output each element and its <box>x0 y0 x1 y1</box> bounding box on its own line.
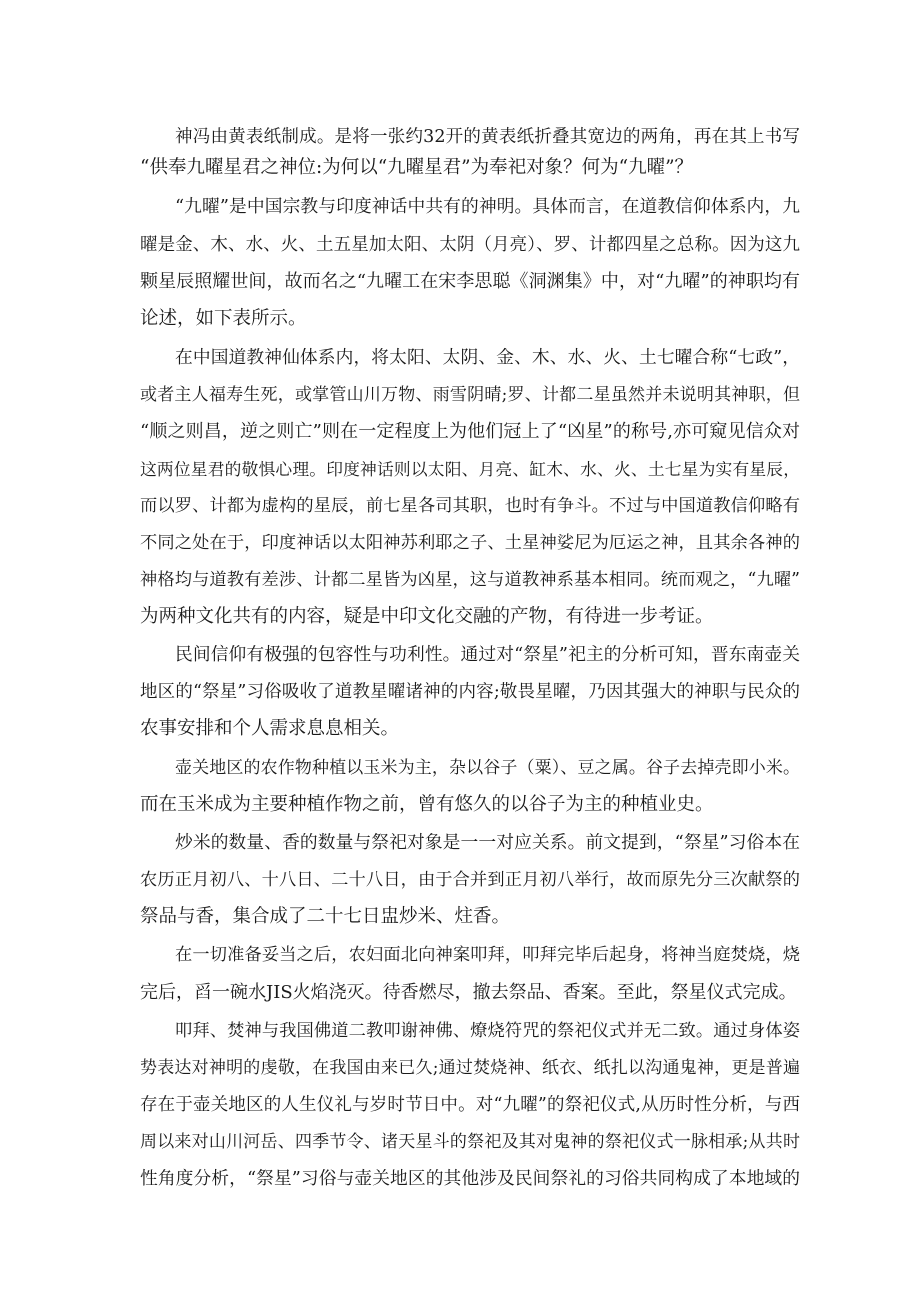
text-line: 完后，舀一碗水JIS火焰浇灭。待香燃尽，撤去祭品、香案。至此，祭星仪式完成。 <box>140 982 797 1003</box>
text-line: 农历正月初八、十八日、二十八日，由于合并到正月初八举行，故而原先分三次献祭的 <box>140 870 800 890</box>
text-line: 祭品与香，集合成了二十七日盅炒米、炷香。 <box>140 906 511 927</box>
text-line: 而以罗、计都为虚构的星辰，前七星各司其职，也时有争斗。不过与中国道教信仰略有 <box>140 496 800 516</box>
text-line: 民间信仰有极强的包容性与功利性。通过对“祭星”祀主的分析可知，晋东南壶关 <box>175 645 800 665</box>
text-line: “供奉九曜星君之神位:为何以“九曜星君”为奉祀对象？何为“九曜”？ <box>140 157 694 178</box>
text-line: 农事安排和个人需求息息相关。 <box>140 718 400 739</box>
text-line: 存在于壶关地区的人生仪礼与岁时节日中。对“九曜”的祭祀仪式,从历时性分析，与西 <box>140 1095 800 1115</box>
text-line: 地区的“祭星”习俗吸收了道教星曜诸神的内容;敬畏星曜，乃因其强大的神职与民众的 <box>140 682 800 702</box>
text-line: 或者主人福寿生死，或掌管山川万物、雨雪阴晴;罗、计都二星虽然并未说明其神职，但 <box>140 385 800 405</box>
text-line: 性角度分析，“祭星”习俗与壶关地区的其他涉及民间祭礼的习俗共同构成了本地域的 <box>140 1169 800 1189</box>
text-line: 曜是金、木、水、火、土五星加太阳、太阴（月亮）、罗、计都四星之总称。因为这九 <box>140 235 800 255</box>
text-line: 神冯由黄表纸制成。是将一张约32开的黄表纸折叠其宽边的两角，再在其上书写 <box>175 127 800 147</box>
text-line: 神格均与道教有差涉、计都二星皆为凶星，这与道教神系基本相同。统而观之，“九曜” <box>140 570 800 590</box>
text-line: 周以来对山川河岳、四季节令、诸天星斗的祭祀及其对鬼神的祭祀仪式一脉相承;从共时 <box>140 1132 800 1152</box>
text-line: “九曜”是中国宗教与印度神话中共有的神明。具体而言，在道教信仰体系内，九 <box>175 197 800 217</box>
text-line: 壶关地区的农作物种植以玉米为主，杂以谷子（粟）、豆之属。谷子去掉壳即小米。 <box>175 758 800 778</box>
text-line: 在中国道教神仙体系内，将太阳、太阴、金、木、水、火、土七曜合称“七政”， <box>175 348 800 368</box>
text-line: 这两位星君的敬惧心理。印度神话则以太阳、月亮、缸木、水、火、土七星为实有星辰， <box>140 459 800 479</box>
text-line: 为两种文化共有的内容，疑是中印文化交融的产物，有待进一步考证。 <box>140 606 714 627</box>
text-line: 不同之处在于，印度神话以太阳神苏利耶之子、土星神娑尼为厄运之神，且其余各神的 <box>140 533 800 553</box>
text-line: 叩拜、焚神与我国佛道二教叩谢神佛、燎烧符咒的祭祀仪式并无二致。通过身体姿 <box>175 1021 800 1041</box>
text-line: 而在玉米成为主要种植作物之前，曾有悠久的以谷子为主的种植业史。 <box>140 794 714 815</box>
text-line: 势表达对神明的虔敬，在我国由来已久;通过焚烧神、纸衣、纸扎以沟通鬼神，更是普遍 <box>140 1058 800 1078</box>
text-line: 论述，如下表所示。 <box>140 308 307 329</box>
text-line: 炒米的数量、香的数量与祭祀对象是一一对应关系。前文提到，“祭星”习俗本在 <box>175 833 800 853</box>
text-line: 在一切准备妥当之后，农妇面北向神案叩拜，叩拜完毕后起身，将神当庭焚烧，烧 <box>175 945 800 965</box>
text-line: 颗星辰照耀世间，故而名之“九曜工在宋李思聪《洞渊集》中，对“九曜”的神职均有 <box>140 271 800 292</box>
text-line: “顺之则昌，逆之则亡”则在一定程度上为他们冠上了“凶星”的称号,亦可窥见信众对 <box>140 421 800 442</box>
